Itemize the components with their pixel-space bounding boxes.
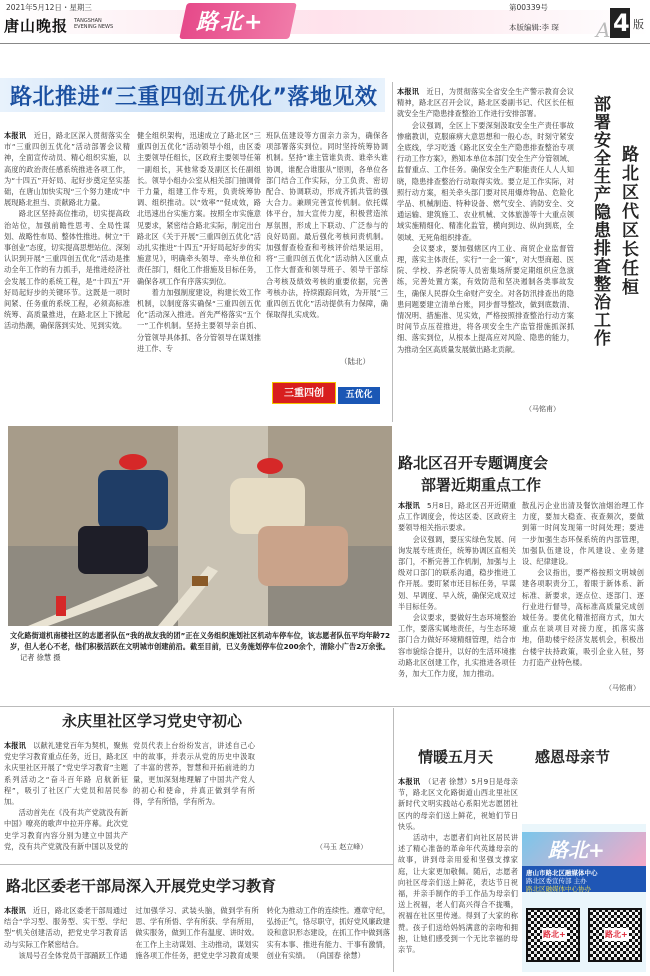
yongqing-column-1: 本报讯 以献礼建党百年为契机，聚焦党史学习教育重点任务，近日，路北区永庆里社区开展了“党史学习教育”主题系列活动之“奋斗百年路 启航新征程”，吸引了社区广大党员和居民参加。 活动首先在《没有共产党就没有新中国》嘹亮的歌声中拉开序幕。此次党史学习教育内容分别为建立中国共产党，没有共产党就没有新中国以及党的 [4,740,128,852]
safety-byline: （马铭甫） [525,405,560,413]
divider-top [392,82,393,422]
ad-brand: 路北+ [548,838,605,862]
page-number: 4 [613,9,630,37]
safety-body: 本报讯 近日，为贯彻落实全省安全生产警示教育会议精神，路北区召开会议，路北区委副书记、代区长任桓就安全生产隐患排查整治工作进行安排部署。 会议强调，全区上下要深刻汲取安全生产责任事故惨痛教训，克服麻痹大意思想和一般心态，时刻守紧安全底线，学习吃透《路北区安全生产隐患排查整治专项行动工作方案》，熟知本单位本部门安全生产分管领域、监督重点、工作任务。确保安全生产职能责任人人人知晓，隐患排查整治行动取得实效。要立足工作实际，对照行动方案，相关牵头部门要对民用爆炸物品、危险化学品、机械制造、特种设备、燃气安全、消防安全、交通运输、建筑施工、农业机械、文体旅游等十大重点领域实施精细化、精准化监管，横向到边、纵向到底，全领域、无死角组织排查。 会议要求，要加强辖区内工业、商贸企业监督管理，落实主体责任，实行“一企一策”，对大型商超、医院、学校、养老院等人员密集场所要定期组织应急演练，完善处置方案，有效防范和坚决遏制各类事故发生，确保人民群众生命财产安全。对各防汛排查出的隐患问题要建立清单台账，同步督导整改，做到底数清、情况明、措施准、见实效，严格按照排查整治行动方案时间节点压茬推进，将各项安全生产监管措施抓深抓细、落实到位，从根本上提高应对风险、隐患的能力，为推动全区高质量发展做出路北贡献。 [397,87,574,354]
meeting-byline: （马铭甫） [605,684,640,692]
yongqing-title: 永庆里社区学习党史守初心 [62,712,243,730]
campaign-logo-part2: 五优化 [338,387,380,404]
mothers-column-1: 本报讯 （记者 徐慧）5月9日是母亲节，路北区文化路街道山西北里社区新时代文明实践站心系阳光志愿团社区内的母亲们送上鲜花，祝她们节日快乐。 活动中，志愿者们向社区居民讲述了精心准备的革命年代英雄母亲的故事，讲到母亲用爱和坚强支撑家庭，让大家更加敬佩。随后，志愿者向社区母亲们送上鲜花，表达节日祝福，并亲手制作的手工作品为母亲们送上祝福，老人们高兴得合不拢嘴，祝福在社区里传递。得到了大家的称赞。孩子们送给妈妈满意的亲吻和拥抱，让她们感受到一个无比幸福的母亲节。 [398,777,518,955]
issue-date: 2021年5月12日・星期三 [6,3,92,12]
lead-column-1: 本报讯 近日，路北区深入贯彻落实全市“三重四创五优化”活动部署会议精神，全面宣传动员、精心组织实施，以高度的政治责任感系统推进各项工作，为“十四五”开好局、起好步奠定坚实基础，在唐山加快实现“三个努力建成”中展现路北担当、贡献路北力量。 路北区坚持高位推动，切实提高政治站位，加强前瞻性思考、全局性谋划、战略性布局、整体性推进。树立“干事创业”态度，切实提高思想站位。深刻认识到开展“三重四创五优化”活动是推动全年工作的有力抓手，是推进经济社会发展工作的系统工程，是“十四五”开好局起好步的关键环节。这既是一项时间紧、任务重的系统工程，必须高标准统筹、高质量推进，在路北区上下掀起活动热潮，确保落到实处、见到实效。 [4,131,130,331]
mothers-title-2: 感恩母亲节 [535,748,611,766]
cadres-byline: （尚国春 徐慧） [315,950,365,960]
photo-byline: 记者 徐慧 摄 [20,653,61,662]
lead-column-2: 健全组织架构，迅速成立了路北区“三重四创五优化”活动领导小组，由区委主要领导任组长，区政府主要领导任第一副组长，其他常委及副区长任副组长。领导小组办公室从相关部门抽调骨干力量，组建工作专班，负责统筹协调、组织推动。以“效率”“促成效，路北迅速出台实施方案。按照全市实施意见要求，紧密结合路北实际，制定出台路北区《关于开展“三重四创五优化”活动扎实推进“十四五”开好局起好步的实施意见》，明确牵头领导、牵头单位和责任部门，细化工作措施及目标任务，确保各项工作有序落实到位。 着力加强制度建设，构建长效工作机制，以制度落实确保“三重四创五优化”活动深入推进。首先严格落实“五个一”工作机制。坚持主要领导亲自抓、分管领导具体抓、各分管领导在谋划推进工作、专 [137,131,261,353]
page-editor: 本版编辑:李 琛 [509,23,559,32]
cadres-column: 本报讯 近日，路北区委老干部局通过结合“学习型、服务型、实干型、学纪型”机关创建活动，把党史学习教育活动与实际工作紧密结合。 该局号召全体党员干部踊跃工作通过加强学习、武装头脑，做到学有所思、学有所悟、学有所获、学有所用，做实服务，做到工作有温度、讲时效。在工作上主动谋划、主动推动，谋划实施各项工作任务，把党史学习教育成果转化为推动工作的连续性。遵章守纪，弘扬正气，恪尽职守，抓好党风廉政建设和意识形态建设，在抓工作中做到落实有本事、推进有能力、干事有激情，创业有实绩。 （尚国春 徐慧） [4,906,390,960]
section-title: 路北+ [196,10,265,35]
paper-name-en: TANGSHAN EVENING NEWS [74,18,114,30]
page-suffix: 版 [633,18,644,31]
yongqing-byline: （马玉 赵立峰） [316,843,368,851]
lead-title: 路北推进“三重四创五优化”落地见效 [10,85,378,110]
lead-byline: （陆北） [340,357,370,366]
ad-line3: 路北区融媒体中心协办 [526,885,591,893]
yongqing-column-2: 党员代表上台纷纷发言，讲述自己心中的故事，并表示从党的历史中汲取了丰富的营养，智慧和开拓前进的力量，更加深刻地理解了中国共产党人的初心和使命，并真正做到学有所得，学有所悟，学有所为。 [133,741,255,807]
safety-title-line2: 部署安全生产隐患排查整治工作 [590,95,610,347]
safety-body-text: 近日，为贯彻落实全省安全生产警示教育会议精神，路北区召开会议，路北区委副书记、代区长任桓就安全生产隐患排查整治工作进行安排部署。 会议强调，全区上下要深刻汲取安全生产责任事故惨痛教训，克服麻痹大意思想和一般心态，时刻守紧安全底线，学习吃透《路北区安全生产隐患排查整治专项行动工作方案》，熟知本单位本部门安全生产分管领域、监督重点、工作任务。确保安全生产职能责任人人人知晓，隐患排查整治行动取得实效。要立足工作实际，对照行动方案，相关牵头部门要对民用爆炸物品、危险化学品、机械制造、特种设备、燃气安全、消防安全、交通运输、建筑施工、农业机械、文体旅游等十大重点领域实施精细化、精准化监管，横向到边、纵向到底，全领域、无死角组织排查。 会议要求，要加强辖区内工业、商贸企业监督管理，落实主体责任，实行“一企一策”，对大型商超、医院、学校、养老院等人员密集场所要定期组织应急演练，完善处置方案，有效防范和坚决遏制各类事故发生，确保人民群众生命财产安全。对各防汛排查出的隐患问题要建立清单台账，同步督导整改，做到底数清、情况明、措施准、见实效，严格按照排查整治行动方案时间节点压茬推进，将各项安全生产监管措施抓深抓细、落实到位，从根本上提高应对风险、隐患的能力，为推动全区高质量发展做出路北贡献。 [397,87,574,354]
volunteer-photo-drawing [8,426,392,626]
edition-letter: A [596,18,611,42]
lead-body-1: 近日，路北区深入贯彻落实全市“三重四创五优化”活动部署会议精神，全面宣传动员、精心组织实施，以高度的政治责任感系统推进各项工作，为“十四五”开好局、起好步奠定坚实基础，在唐山加快实现“三个努力建成”中展现路北担当、贡献路北力量。 路北区坚持高位推动，切实提高政治站位，加强前瞻性思考、全局性谋划、战略性布局、整体性推进。树立“干事创业”态度，切实提高思想站位。深刻认识到开展“三重四创五优化”活动是推动全年工作的有力抓手，是推进经济社会发展工作的系统工程，是“十四五”开好局起好步的关键环节。这既是一项时间紧、任务重的系统工程，必须高标准统筹、高质量推进，在路北区上下掀起活动热潮，确保落到实处、见到实效。 [4,131,130,331]
meeting-title-line2: 部署近期重点工作 [421,476,542,494]
divider-mid [0,706,650,707]
media-ad [522,824,646,972]
divider-bottom [0,864,393,865]
cadres-body: 近日，路北区委老干部局通过结合“学习型、服务型、实干型、学纪型”机关创建活动，把党史学习教育活动与实际工作紧密结合。 该局号召全体党员干部踊跃工作通过加强学习、武装头脑，做到学有所思、学有所悟、学有所获、学有所用，做实服务，做到工作有温度、讲时效。在工作上主动谋划、主动推动，谋划实施各项工作任务，把党史学习教育成果转化为推动工作的连续性。遵章守纪，弘扬正气，恪尽职守，抓好党风廉政建设和意识形态建设，在抓工作中做到落实有本事、推进有能力、干事有激情，创业有实绩。 [4,906,390,960]
meeting-column-2: 散乱污企业出清及餐饮油烟治理工作力度，要加大稳查、夜查频次，要做到第一时间发现第一时间处理；要进一步加强生态环保系统的内部管理，加强队伍建设，作风建设、业务建设、纪律建设。 会议指出，要严格按照文明城创建各项职责分工，着眼于新体系、新标准、新要求，逐点位、逐部门、逐行业进行督导，高标准高质量完成创城任务。要优化精准招商方式，加大重点在谈项目对接力度，抓落实落地，借助楼宇经济发展机会，积极出台楼宇扶持政策，吸引企业入驻，努力打造产业特色楼。 [522,501,644,667]
qr-code-2-label: 路北+ [605,930,628,939]
yongqing-body-1: 以献礼建党百年为契机，聚焦党史学习教育重点任务，近日，路北区永庆里社区开展了“党史学习教育”主题系列活动之“奋斗百年路 启航新征程”，吸引了社区广大党员和居民参加。 活动首先在《没有共产党就没有新中国》嘹亮的歌声中拉开序幕。此次党史学习教育内容分别为建立中国共产党，没有共产党就没有新中国以及党的 [4,741,128,851]
ad-line2: 路北区委宣传部 主办 [526,877,587,885]
ad-line1: 唐山市路北区融媒体中心 [526,869,598,877]
issue-number: 第00339号 [509,3,548,12]
meeting-column-1: 本报讯 5月8日，路北区召开近期重点工作调度会，传达区委、区政府主要领导相关指示要求。 会议强调，要压实绿色发展、问询发展专班责任，统筹协调区直相关部门，不断完善工作机制，加强与上级对口部门的联系沟通，稳步推进工作开展。要盯紧市还目标任务，早谋划、早调度、早入统，确保完成双过半目标任务。 会议要求，要做好生态环境整治工作，要落实属地责任，与生态环境部门合力做好环境精细管理，结合市容市貌综合提升，以好的生活环境推动路北区创建工作，扎实推进各项任务，加大工作力度，加力推动。 [398,501,516,679]
campaign-logo-part1: 三重四创 [272,382,336,404]
safety-title-line1: 路北区代区长任桓 [618,145,638,297]
paper-name: 唐山晚报 [4,17,69,35]
mothers-title-1: 情暖五月天 [418,748,494,766]
masthead-rule [0,43,650,44]
volunteer-photo [8,426,392,626]
masthead [0,0,650,48]
meeting-title-line1: 路北区召开专题调度会 [398,454,549,472]
mothers-body: （记者 徐慧）5月9日是母亲节，路北区文化路街道山西北里社区新时代文明实践站心系阳光志愿团社区内的母亲们送上鲜花，祝她们节日快乐。 活动中，志愿者们向社区居民讲述了精心准备的革命年代英雄母亲的故事，讲到母亲用爱和坚强支撑家庭，让大家更加敬佩。随后，志愿者向社区母亲们送上鲜花，表达节日祝福，并亲手制作的手工作品为母亲们送上祝福，老人们高兴得合不拢嘴，祝福在社区里传递。得到了大家的称赞。孩子们送给妈妈满意的亲吻和拥抱，让她们感受到一个无比幸福的母亲节。 [398,777,518,955]
lead-column-3: 班队伍建设等方面亲力亲为，确保各项部署落实到位。同时坚持统筹协调机制。坚持“谁主管谁负责、谁牵头谁协调，谁配合谁服从”原则，各单位各部门结合工作实际，分工负责、密切配合、协调联动，形成齐抓共管的强大合力。兼顾完善宣传机制。依托媒体平台，加大宣传力度，积极营造浓厚氛围，形成上下联动、广泛参与的良好局面。最后强化考核问责机制。加强督查检查和考核评价结果运用，将“三重四创五优化”活动纳入区重点工作大督查和领导班子、领导干部综合考核及绩效考核的重要依据，完善考核办法，持续跟踪问效，为开展“三重四创五优化”活动提供有力保障，确保取得扎实成效。 [266,131,388,320]
meeting-body-1: 5月8日，路北区召开近期重点工作调度会，传达区委、区政府主要领导相关指示要求。 会议强调，要压实绿色发展、问询发展专班责任，统筹协调区直相关部门，不断完善工作机制，加强与上级对口部门的联系沟通，稳步推进工作开展。要盯紧市还目标任务，早谋划、早调度、早入统，确保完成双过半目标任务。 会议要求，要做好生态环境整治工作，要落实属地责任，与生态环境部门合力做好环境精细管理，结合市容市貌综合提升，以好的生活环境推动路北区创建工作，扎实推进各项任务，加大工作力度，加力推动。 [398,501,516,679]
photo-caption [10,630,390,663]
campaign-logo [272,382,380,404]
cadres-title: 路北区委老干部局深入开展党史学习教育 [6,877,277,895]
photo-caption-text: 文化路街道机南楼社区的志愿者队伍“我的战友我的团”正在义务组织施划社区机动车停车位，该志愿者队伍平均年龄72岁，但人老心不老，他们积极活跃在文明城市创建前沿。截至目前，已义务施划停车位200余个，清除小广告2万余张。 [10,631,390,651]
divider-vertical-bottom [393,708,394,972]
qr-code-1-label: 路北+ [543,930,566,939]
